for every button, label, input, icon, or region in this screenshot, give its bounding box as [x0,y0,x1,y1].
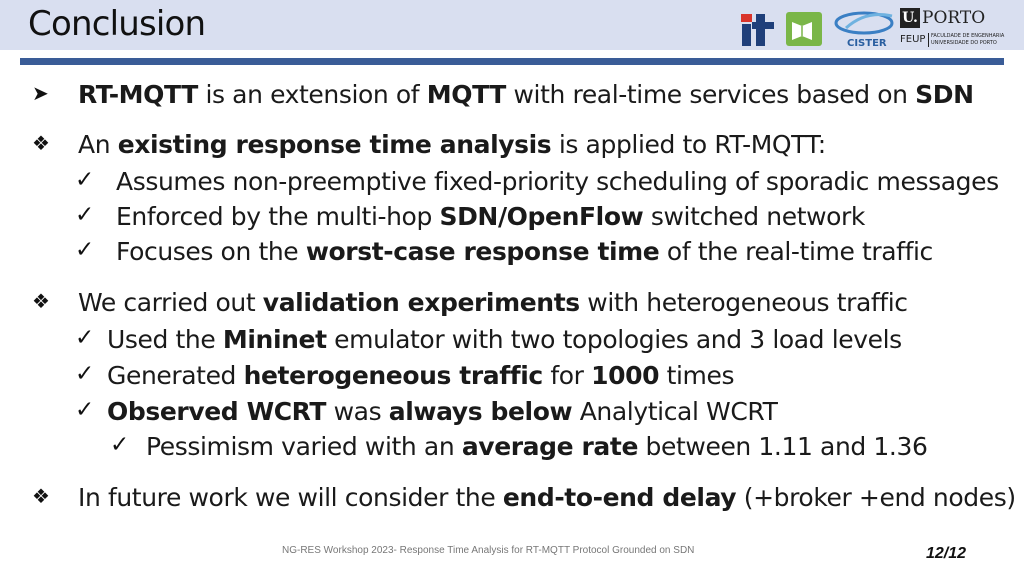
check-icon: ✓ [75,236,95,262]
check-icon: ✓ [75,396,95,422]
cister-label: CISTER [847,38,887,49]
bullet-2-3-text: Focuses on the worst-case response time of the real-time traffic [116,237,933,266]
check-icon: ✓ [75,360,95,386]
uporto-label: PORTO [922,8,986,28]
check-icon: ✓ [75,324,95,350]
diamond-bullet-icon: ❖ [32,291,50,313]
it-logo [740,10,776,48]
bullet-3-3-1-text: Pessimism varied with an average rate between 1.11 and 1.36 [146,432,928,461]
bullet-1-text: RT-MQTT is an extension of MQTT with real-time services based on SDN [78,80,974,109]
bullet-3-text: We carried out validation experiments with heterogeneous traffic [78,288,908,317]
bullet-2-text: An existing response time analysis is applied to RT-MQTT: [78,130,826,159]
uporto-logo [900,6,1016,50]
slide-title: Conclusion [28,4,206,44]
diamond-bullet-icon: ❖ [32,133,50,155]
bullet-2-2-text: Enforced by the multi-hop SDN/OpenFlow switched network [116,202,865,231]
bullet-3-3-text: Observed WCRT was always below Analytical WCRT [107,397,778,426]
green-logo [784,10,824,48]
bullet-3-1-text: Used the Mininet emulator with two topologies and 3 load levels [107,325,902,354]
bullet-2-1-text: Assumes non-preemptive fixed-priority scheduling of sporadic messages [116,167,999,196]
uporto-u: U. [900,8,920,28]
check-icon: ✓ [75,166,95,192]
bullet-3-2-text: Generated heterogeneous traffic for 1000 times [107,361,735,390]
logo-strip [740,6,1016,50]
cister-logo [832,6,898,50]
feup-line2: UNIVERSIDADE DO PORTO [931,40,997,46]
diamond-bullet-icon: ❖ [32,486,50,508]
page-number: 12/12 [926,545,967,562]
title-rule [20,58,1004,65]
arrow-bullet-icon: ➤ [32,83,49,105]
footer-text: NG-RES Workshop 2023- Response Time Analysis for RT-MQTT Protocol Grounded on SDN [282,545,695,556]
bullet-4-text: In future work we will consider the end-to-end delay (+broker +end nodes) [78,483,1016,512]
check-icon: ✓ [75,201,95,227]
feup-line1: FACULDADE DE ENGENHARIA [931,33,1005,39]
check-icon: ✓ [110,431,130,457]
feup-label: FEUP [900,34,926,45]
